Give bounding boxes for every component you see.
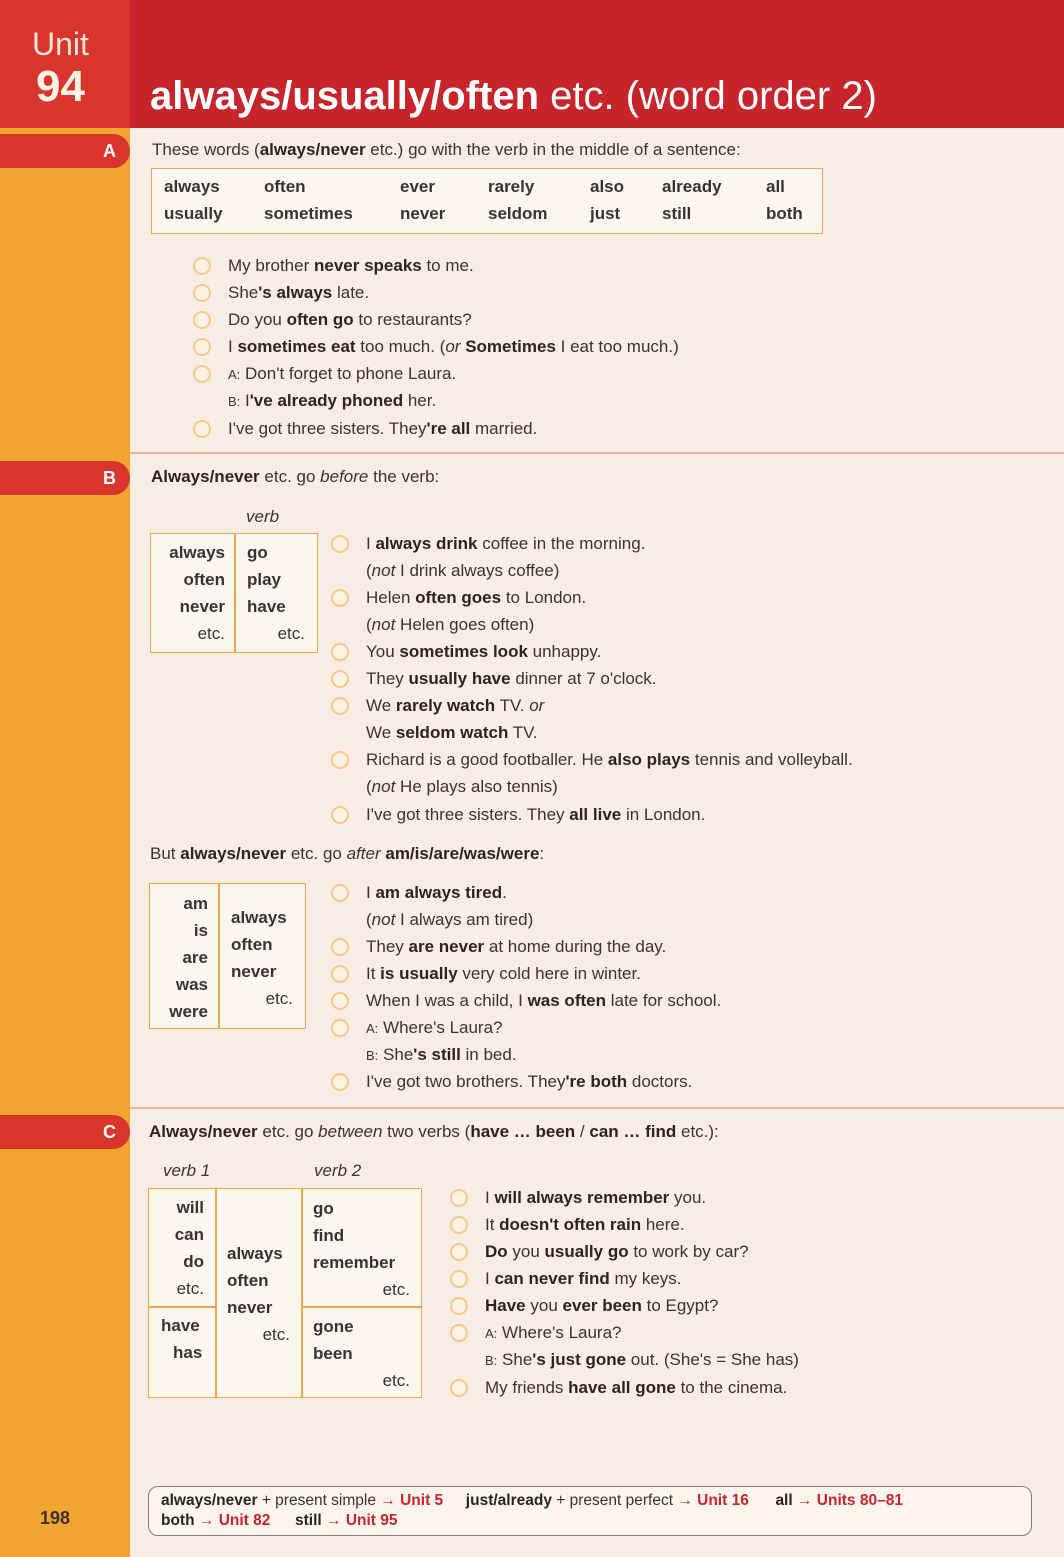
- table-cell: remember: [313, 1253, 396, 1272]
- cross-reference-box: [148, 1486, 1032, 1536]
- bullet-icon: [331, 589, 349, 607]
- table-cell: always: [231, 908, 287, 927]
- unit-link[interactable]: → Unit 82: [198, 1512, 271, 1529]
- table-cell: am: [183, 894, 208, 913]
- table-cell: often: [231, 935, 273, 954]
- table-cell: gone: [313, 1317, 354, 1336]
- bullet-icon: [193, 420, 211, 438]
- example-sentence: They usually have dinner at 7 o'clock.: [366, 669, 657, 688]
- section-divider: [130, 1107, 1064, 1109]
- bullet-icon: [331, 806, 349, 824]
- example-sentence: I've got two brothers. They're both doctors.: [366, 1072, 693, 1091]
- bullet-icon: [450, 1243, 468, 1261]
- cross-reference-line: always/never + present simple → Unit 5 just/already + present perfect → Unit 16 all → Units 80–81: [161, 1492, 903, 1509]
- dialogue-line: B: I've already phoned her.: [228, 391, 437, 410]
- section-b-intro-2: But always/never etc. go after am/is/are/was/were:: [150, 844, 545, 863]
- word: sometimes: [264, 204, 353, 223]
- example-sentence: Do you often go to restaurants?: [228, 310, 472, 329]
- bullet-icon: [450, 1324, 468, 1342]
- table-cell: always: [169, 543, 225, 562]
- word: just: [590, 204, 621, 223]
- table-cell: etc.: [265, 989, 293, 1008]
- section-divider: [130, 452, 1064, 454]
- table-cell: was: [175, 975, 208, 994]
- bullet-icon: [331, 1019, 349, 1037]
- unit-link[interactable]: → Unit 16: [677, 1492, 749, 1509]
- table-cell: go: [247, 543, 268, 562]
- table-cell: do: [183, 1252, 204, 1271]
- table-cell: can: [174, 1225, 204, 1244]
- verb-2-label: verb 2: [314, 1161, 362, 1180]
- example-sentence: It is usually very cold here in winter.: [366, 964, 641, 983]
- example-sentence: I can never find my keys.: [485, 1269, 682, 1288]
- bullet-icon: [193, 365, 211, 383]
- example-sentence: We seldom watch TV.: [366, 723, 538, 742]
- word: always: [164, 177, 220, 196]
- example-note: (not I always am tired): [366, 910, 534, 929]
- table-cell: have: [161, 1316, 200, 1335]
- table-cell: etc.: [382, 1371, 410, 1390]
- unit-link[interactable]: → Unit 95: [326, 1512, 398, 1529]
- word: never: [400, 204, 446, 223]
- example-sentence: She's always late.: [228, 283, 370, 302]
- example-note: (not I drink always coffee): [366, 561, 560, 580]
- table-cell: been: [313, 1344, 353, 1363]
- table-cell: will: [176, 1198, 204, 1217]
- bullet-icon: [331, 751, 349, 769]
- table-cell: always: [227, 1244, 283, 1263]
- table-cell: have: [247, 597, 286, 616]
- example-note: (not He plays also tennis): [366, 777, 558, 796]
- page-title: always/usually/often etc. (word order 2): [150, 74, 877, 118]
- grammar-table: [149, 883, 306, 1029]
- example-sentence: I will always remember you.: [485, 1188, 707, 1207]
- bullet-icon: [193, 257, 211, 275]
- unit-number: 94: [36, 62, 85, 111]
- bullet-icon: [331, 670, 349, 688]
- word-box: [151, 168, 823, 234]
- cross-reference-line: both → Unit 82 still → Unit 95: [161, 1512, 398, 1529]
- word: still: [662, 204, 692, 223]
- table-cell: etc.: [382, 1280, 410, 1299]
- page-number: 198: [40, 1508, 71, 1528]
- bullet-icon: [331, 1073, 349, 1091]
- bullet-icon: [331, 992, 349, 1010]
- example-sentence: I am always tired.: [366, 883, 507, 902]
- table-cell: etc.: [197, 624, 225, 643]
- table-cell: etc.: [262, 1325, 290, 1344]
- table-cell: find: [313, 1226, 345, 1245]
- example-sentence: My friends have all gone to the cinema.: [485, 1378, 788, 1397]
- example-sentence: When I was a child, I was often late for school.: [366, 991, 722, 1010]
- table-cell: often: [227, 1271, 269, 1290]
- table-cell: were: [169, 1002, 208, 1021]
- bullet-icon: [331, 884, 349, 902]
- bullet-icon: [331, 938, 349, 956]
- word: seldom: [488, 204, 548, 223]
- sidebar: [0, 0, 130, 1557]
- dialogue-line: B: She's just gone out. (She's = She has): [485, 1350, 799, 1369]
- dialogue-line: A: Where's Laura?: [366, 1018, 503, 1037]
- example-sentence: I've got three sisters. They're all married.: [228, 419, 538, 438]
- word: all: [766, 177, 785, 196]
- dialogue-line: B: She's still in bed.: [366, 1045, 517, 1064]
- verb-1-label: verb 1: [163, 1161, 211, 1180]
- table-cell: has: [173, 1343, 203, 1362]
- unit-link[interactable]: → Unit 5: [380, 1492, 444, 1509]
- table-cell: often: [183, 570, 225, 589]
- example-note: (not Helen goes often): [366, 615, 535, 634]
- example-sentence: I've got three sisters. They all live in London.: [366, 805, 706, 824]
- table-cell: play: [247, 570, 282, 589]
- table-cell: never: [227, 1298, 273, 1317]
- bullet-icon: [331, 535, 349, 553]
- table-cell: never: [179, 597, 225, 616]
- word: also: [590, 177, 625, 196]
- example-sentence: It doesn't often rain here.: [485, 1215, 685, 1234]
- section-b-intro: Always/never etc. go before the verb:: [151, 467, 440, 486]
- bullet-icon: [331, 697, 349, 715]
- bullet-icon: [331, 643, 349, 661]
- example-sentence: Do you usually go to work by car?: [485, 1242, 749, 1261]
- bullet-icon: [450, 1189, 468, 1207]
- dialogue-line: A: Don't forget to phone Laura.: [228, 364, 457, 383]
- bullet-icon: [450, 1216, 468, 1234]
- section-tab-b: B: [0, 461, 130, 495]
- bullet-icon: [331, 965, 349, 983]
- bullet-icon: [450, 1297, 468, 1315]
- word: already: [662, 177, 722, 196]
- grammar-table: [148, 1188, 422, 1398]
- example-sentence: I always drink coffee in the morning.: [366, 534, 646, 553]
- table-cell: etc.: [277, 624, 305, 643]
- grammar-table: [150, 533, 318, 653]
- dialogue-line: A: Where's Laura?: [485, 1323, 622, 1342]
- table-cell: etc.: [176, 1279, 204, 1298]
- table-cell: go: [313, 1199, 334, 1218]
- word: usually: [164, 204, 223, 223]
- section-tab-a: A: [0, 134, 130, 168]
- bullet-icon: [450, 1270, 468, 1288]
- word: rarely: [488, 177, 535, 196]
- bullet-icon: [193, 311, 211, 329]
- word: ever: [400, 177, 435, 196]
- section-tab-c: C: [0, 1115, 130, 1149]
- example-sentence: Helen often goes to London.: [366, 588, 587, 607]
- section-a-intro: These words (always/never etc.) go with the verb in the middle of a sentence:: [152, 140, 741, 159]
- verb-label: verb: [246, 507, 280, 526]
- table-cell: is: [193, 921, 208, 940]
- unit-label: Unit: [32, 26, 89, 62]
- example-sentence: They are never at home during the day.: [366, 937, 667, 956]
- example-sentence: You sometimes look unhappy.: [366, 642, 602, 661]
- bullet-icon: [193, 284, 211, 302]
- example-sentence: I sometimes eat too much. (or Sometimes I eat too much.): [228, 337, 679, 356]
- bullet-icon: [450, 1379, 468, 1397]
- table-cell: are: [182, 948, 208, 967]
- word: both: [766, 204, 803, 223]
- word: often: [264, 177, 306, 196]
- example-sentence: My brother never speaks to me.: [228, 256, 474, 275]
- example-sentence: We rarely watch TV. or: [366, 696, 545, 715]
- table-cell: never: [231, 962, 277, 981]
- example-sentence: Richard is a good footballer. He also plays tennis and volleyball.: [366, 750, 853, 769]
- example-sentence: Have you ever been to Egypt?: [485, 1296, 719, 1315]
- unit-link[interactable]: → Units 80–81: [796, 1492, 903, 1509]
- section-c-intro: Always/never etc. go between two verbs (have … been / can … find etc.):: [149, 1122, 719, 1141]
- bullet-icon: [193, 338, 211, 356]
